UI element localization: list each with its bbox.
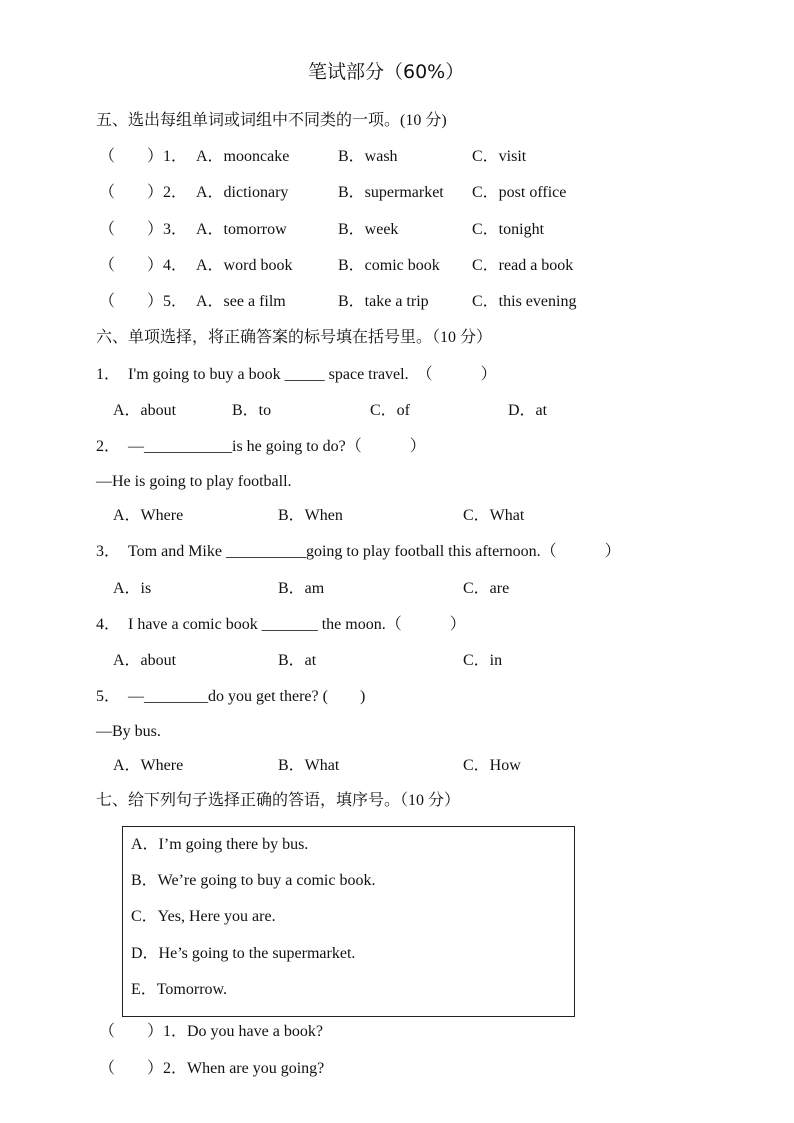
choice-b: B．at <box>278 652 317 669</box>
section7-heading: 七、给下列句子选择正确的答语，填序号。（10 分） <box>96 792 461 809</box>
choice-c: C．of <box>370 402 411 419</box>
choice-d: D．at <box>508 402 548 419</box>
option-b: B．wash <box>338 148 398 165</box>
question-stem: 3． Tom and Mike __________going to play football this afternoon.（ ） <box>96 543 621 560</box>
option-c: C．post office <box>472 184 567 201</box>
option-a: A．mooncake <box>196 148 290 165</box>
choice-c: C．What <box>463 507 525 524</box>
page-title: 笔试部分（60%） <box>308 61 465 83</box>
option-b: B．take a trip <box>338 293 429 310</box>
choice-a: A．about <box>113 402 177 419</box>
option-c: C．read a book <box>472 257 574 274</box>
question-reply: —He is going to play football. <box>96 473 292 490</box>
question-stem: 4． I have a comic book _______ the moon.（ ） <box>96 616 466 633</box>
option-a: A．word book <box>196 257 293 274</box>
question-stem: 5． —________do you get there? ( ) <box>96 688 366 705</box>
option-a: A．dictionary <box>196 184 289 201</box>
choice-a: A．is <box>113 580 152 597</box>
choice-b: B．When <box>278 507 343 524</box>
option-a: A．see a film <box>196 293 286 310</box>
answer-option: B．We’re going to buy a comic book. <box>131 872 376 889</box>
choice-c: C．in <box>463 652 503 669</box>
option-b: B．week <box>338 221 399 238</box>
answer-option: E．Tomorrow. <box>131 981 228 998</box>
section7-item: （ ）2．When are you going? <box>99 1060 325 1077</box>
option-b: B．comic book <box>338 257 440 274</box>
section7-item: （ ）1．Do you have a book? <box>99 1023 323 1040</box>
choice-a: A．Where <box>113 757 184 774</box>
choice-b: B．am <box>278 580 325 597</box>
section6-heading: 六、单项选择，将正确答案的标号填在括号里。（10 分） <box>96 329 493 346</box>
choice-a: A．about <box>113 652 177 669</box>
item-number: （ ）2． <box>99 184 188 201</box>
question-stem: 1． I'm going to buy a book _____ space travel. （ ） <box>96 366 497 383</box>
answer-option: C．Yes, Here you are. <box>131 908 276 925</box>
section5-heading: 五、选出每组单词或词组中不同类的一项。(10 分) <box>96 112 447 129</box>
choice-c: C．are <box>463 580 510 597</box>
answer-option: D．He’s going to the supermarket. <box>131 945 356 962</box>
item-number: （ ）3． <box>99 221 188 238</box>
answer-option: A．I’m going there by bus. <box>131 836 309 853</box>
item-number: （ ）5． <box>99 293 188 310</box>
choice-b: B．What <box>278 757 340 774</box>
choice-a: A．Where <box>113 507 184 524</box>
option-c: C．visit <box>472 148 527 165</box>
question-stem: 2． —___________is he going to do?（ ） <box>96 438 426 455</box>
choice-b: B．to <box>232 402 272 419</box>
choice-c: C．How <box>463 757 521 774</box>
option-c: C．this evening <box>472 293 577 310</box>
option-b: B．supermarket <box>338 184 444 201</box>
item-number: （ ）1． <box>99 148 188 165</box>
item-number: （ ）4． <box>99 257 188 274</box>
option-c: C．tonight <box>472 221 545 238</box>
question-reply: —By bus. <box>96 723 161 740</box>
option-a: A．tomorrow <box>196 221 287 238</box>
